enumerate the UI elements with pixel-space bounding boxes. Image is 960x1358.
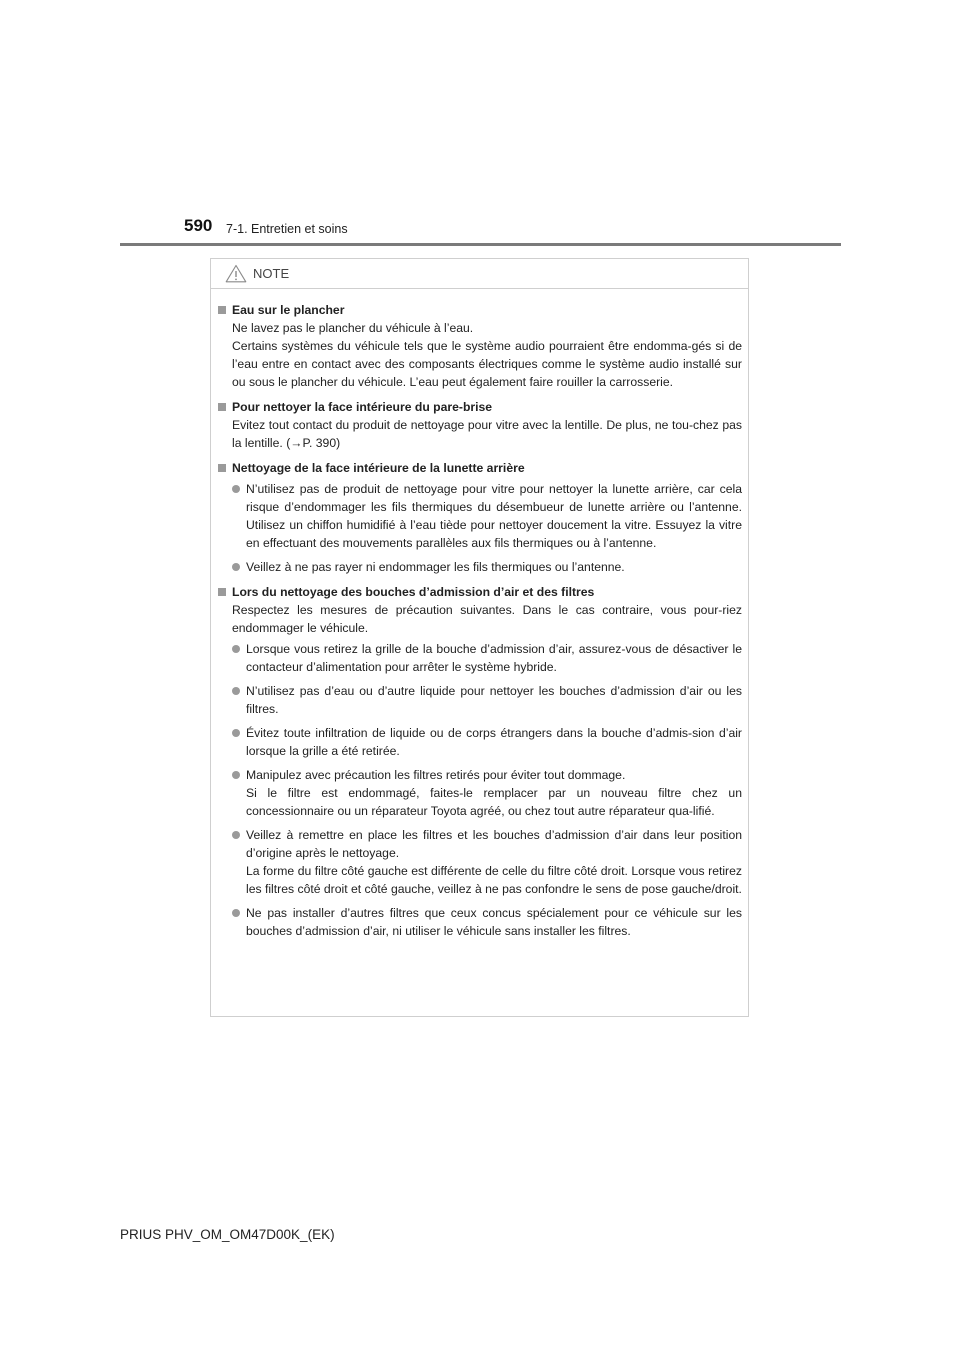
- note-bullet-line: Si le filtre est endommagé, faites-le remplacer par un nouveau filtre chez un concessionnaire ou un réparateur Toyota agréé, ou chez tout autre réparateur qua-lifié.: [246, 786, 742, 818]
- page-number: 590: [184, 216, 213, 235]
- circle-bullet-icon: [232, 729, 240, 737]
- note-bullet-line: Manipulez avec précaution les filtres retirés pour éviter tout dommage.: [246, 768, 626, 782]
- note-paragraph: Ne lavez pas le plancher du véhicule à l’eau.: [232, 321, 474, 335]
- note-paragraph: Certains systèmes du véhicule tels que le système audio pourraient être endomma-gés si de l’eau entre en contact avec des composants électriques comme le système audio installé sur ou sous le plancher du véhicule. L’eau peut également faire rouiller la carrosserie.: [232, 339, 742, 389]
- note-section-title: [218, 398, 742, 416]
- circle-bullet-icon: [232, 909, 240, 917]
- note-bullet: [232, 480, 742, 552]
- note-section-title: [218, 301, 742, 319]
- square-bullet-icon: [218, 306, 226, 314]
- note-bullet-text: [246, 558, 742, 576]
- note-section-title-text: Lors du nettoyage des bouches d’admission d’air et des filtres: [232, 585, 595, 599]
- note-bullet-line: N’utilisez pas de produit de nettoyage pour vitre pour nettoyer la lunette arrière, car cela risque d’endommager les fils thermiques du désembueur de lunette arrière ou l’antenne. Utilisez un chiffon humidifié à l’eau tiède pour nettoyer doucement la vitre. Essuyez la vitre en effectuant des mouvements parallèles aux fils thermiques ou à l’antenne.: [246, 482, 742, 550]
- circle-bullet-icon: [232, 771, 240, 779]
- note-section: [218, 301, 742, 391]
- note-bullet: [232, 558, 742, 576]
- note-bullet-line: Ne pas installer d’autres filtres que ceux concus spécialement pour ce véhicule sur les bouches d’admission d’air, ni utiliser le véhicule sans installer les filtres.: [246, 906, 742, 938]
- note-bullet: [232, 826, 742, 898]
- note-section-title: [218, 583, 742, 601]
- note-bullet-text: [246, 724, 742, 760]
- note-bullet-line: N’utilisez pas d’eau ou d’autre liquide pour nettoyer les bouches d’admission d’air ou les filtres.: [246, 684, 742, 716]
- note-bullet-text: [246, 480, 742, 552]
- note-paragraph: Respectez les mesures de précaution suivantes. Dans le cas contraire, vous pour-riez endommager le véhicule.: [232, 603, 742, 635]
- document-id: PRIUS PHV_OM_OM47D00K_(EK): [120, 1227, 335, 1242]
- note-bullet-text: [246, 904, 742, 940]
- note-section-title: [218, 459, 742, 477]
- note-bullet-text: [246, 640, 742, 676]
- circle-bullet-icon: [232, 687, 240, 695]
- note-bullet: [232, 904, 742, 940]
- note-bullet-line: Évitez toute infiltration de liquide ou de corps étrangers dans la bouche d’admis-sion d’air lorsque la grille a été retirée.: [246, 726, 742, 758]
- circle-bullet-icon: [232, 645, 240, 653]
- note-bullet-line: Veillez à remettre en place les filtres et les bouches d’admission d’air dans leur position d’origine après le nettoyage.: [246, 828, 742, 860]
- note-section: [218, 583, 742, 940]
- note-bullet-line: Lorsque vous retirez la grille de la bouche d’admission d’air, assurez-vous de désactiver le contacteur d’alimentation pour arrêter le système hybride.: [246, 642, 742, 674]
- note-bullet-line: La forme du filtre côté gauche est différente de celle du filtre côté droit. Lorsque vous retirez les filtres côté droit et côté gauche, veillez à ne pas confondre le sens de pose gauche/droit.: [246, 864, 742, 896]
- note-body: [211, 289, 748, 940]
- square-bullet-icon: [218, 403, 226, 411]
- note-label: NOTE: [253, 266, 290, 281]
- note-section: [218, 459, 742, 576]
- section-title: 7-1. Entretien et soins: [226, 222, 348, 236]
- note-bullet: [232, 724, 742, 760]
- note-bullet-text: [246, 826, 742, 898]
- note-bullet: [232, 766, 742, 820]
- header-divider: [120, 243, 841, 246]
- note-section-title-text: Nettoyage de la face intérieure de la lunette arrière: [232, 461, 525, 475]
- note-header: [211, 259, 748, 289]
- note-bullet: [232, 640, 742, 676]
- note-section-title-text: Eau sur le plancher: [232, 303, 345, 317]
- circle-bullet-icon: [232, 831, 240, 839]
- note-paragraph: Evitez tout contact du produit de nettoyage pour vitre avec la lentille. De plus, ne tou-chez pas la lentille. (→P. 390): [232, 418, 742, 450]
- note-bullet-line: Veillez à ne pas rayer ni endommager les fils thermiques ou l’antenne.: [246, 560, 625, 574]
- note-box: [210, 258, 749, 1017]
- note-section: [218, 398, 742, 452]
- note-section-title-text: Pour nettoyer la face intérieure du pare-brise: [232, 400, 493, 414]
- note-bullet: [232, 682, 742, 718]
- note-bullet-text: [246, 766, 742, 820]
- note-bullet-text: [246, 682, 742, 718]
- square-bullet-icon: [218, 588, 226, 596]
- square-bullet-icon: [218, 464, 226, 472]
- circle-bullet-icon: [232, 563, 240, 571]
- warning-triangle-icon: [225, 264, 247, 283]
- circle-bullet-icon: [232, 485, 240, 493]
